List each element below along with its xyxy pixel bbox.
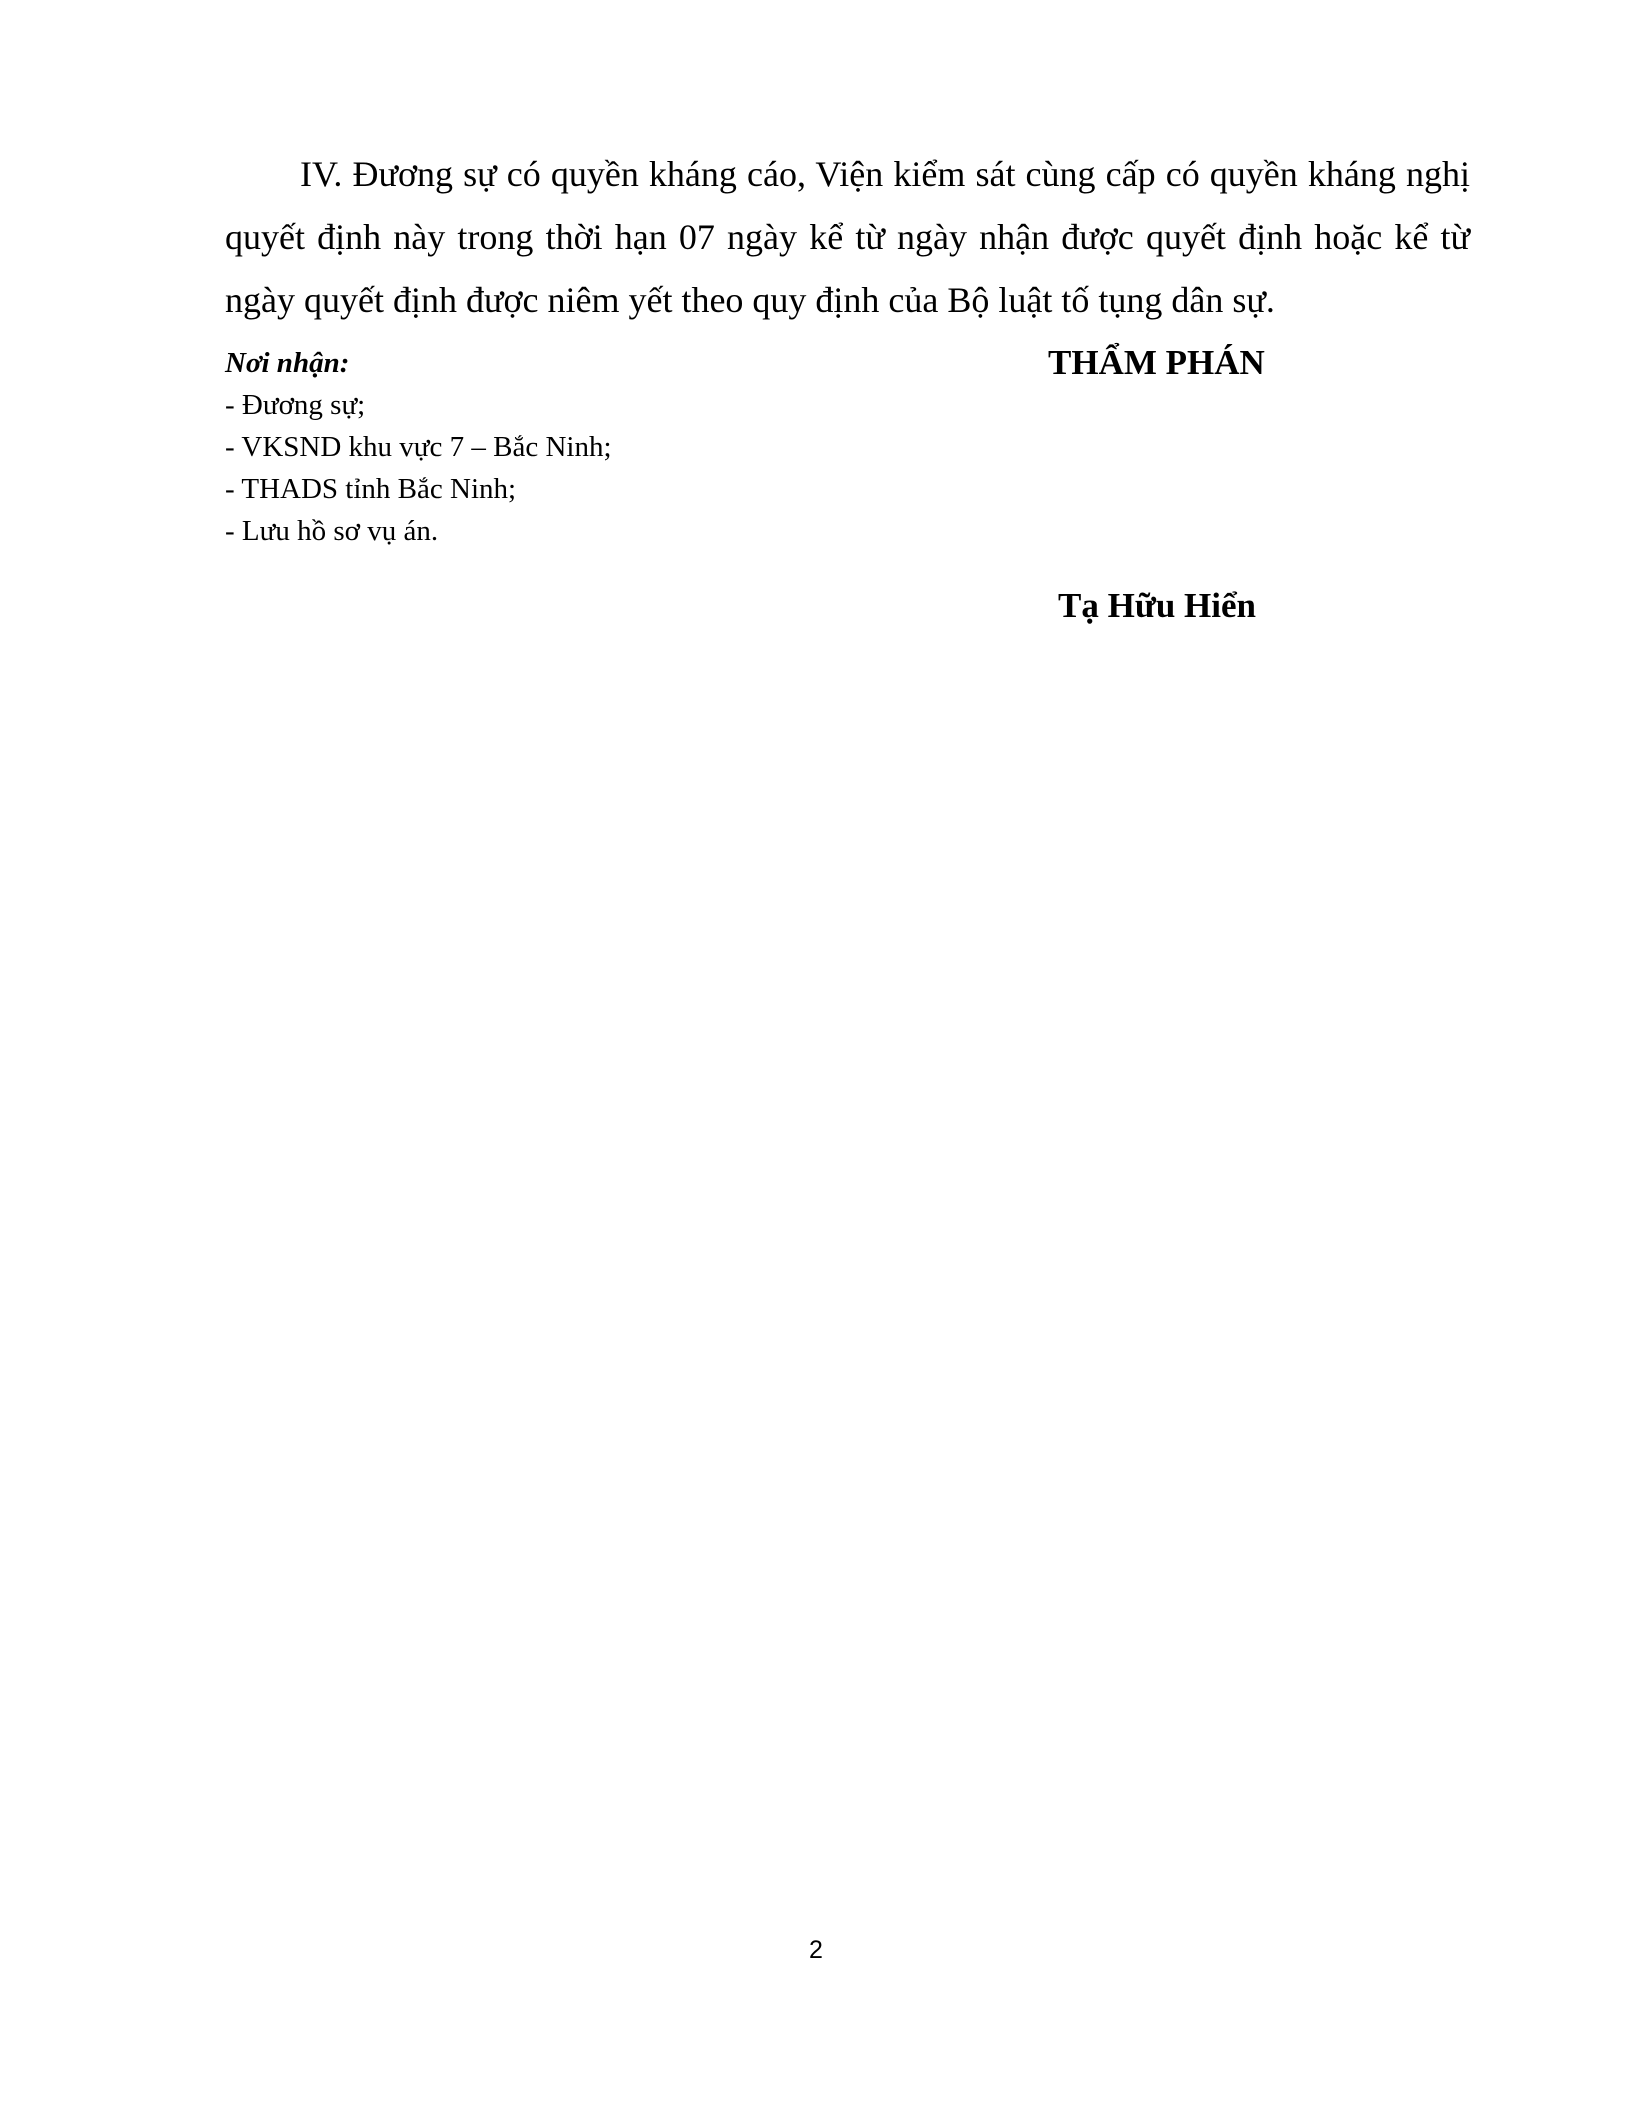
signer-title: THẨM PHÁN	[1048, 343, 1265, 382]
recipient-item: - THADS tỉnh Bắc Ninh;	[225, 473, 517, 505]
recipient-item: - Đương sự;	[225, 389, 366, 421]
recipients-title: Nơi nhận:	[225, 347, 350, 379]
page-number: 2	[809, 1936, 823, 1964]
recipient-item: - VKSND khu vực 7 – Bắc Ninh;	[225, 431, 612, 463]
recipient-item: - Lưu hồ sơ vụ án.	[225, 515, 439, 547]
recipients-block	[225, 342, 845, 552]
signer-name: Tạ Hữu Hiển	[1058, 586, 1256, 625]
appeal-rights-paragraph: IV. Đương sự có quyền kháng cáo, Viện kiểm sát cùng cấp có quyền kháng nghị quyết định này trong thời hạn 07 ngày kể từ ngày nhận được quyết định hoặc kể từ ngày quyết định được niêm yết theo quy định của Bộ luật tố tụng dân sự.	[225, 154, 1470, 320]
